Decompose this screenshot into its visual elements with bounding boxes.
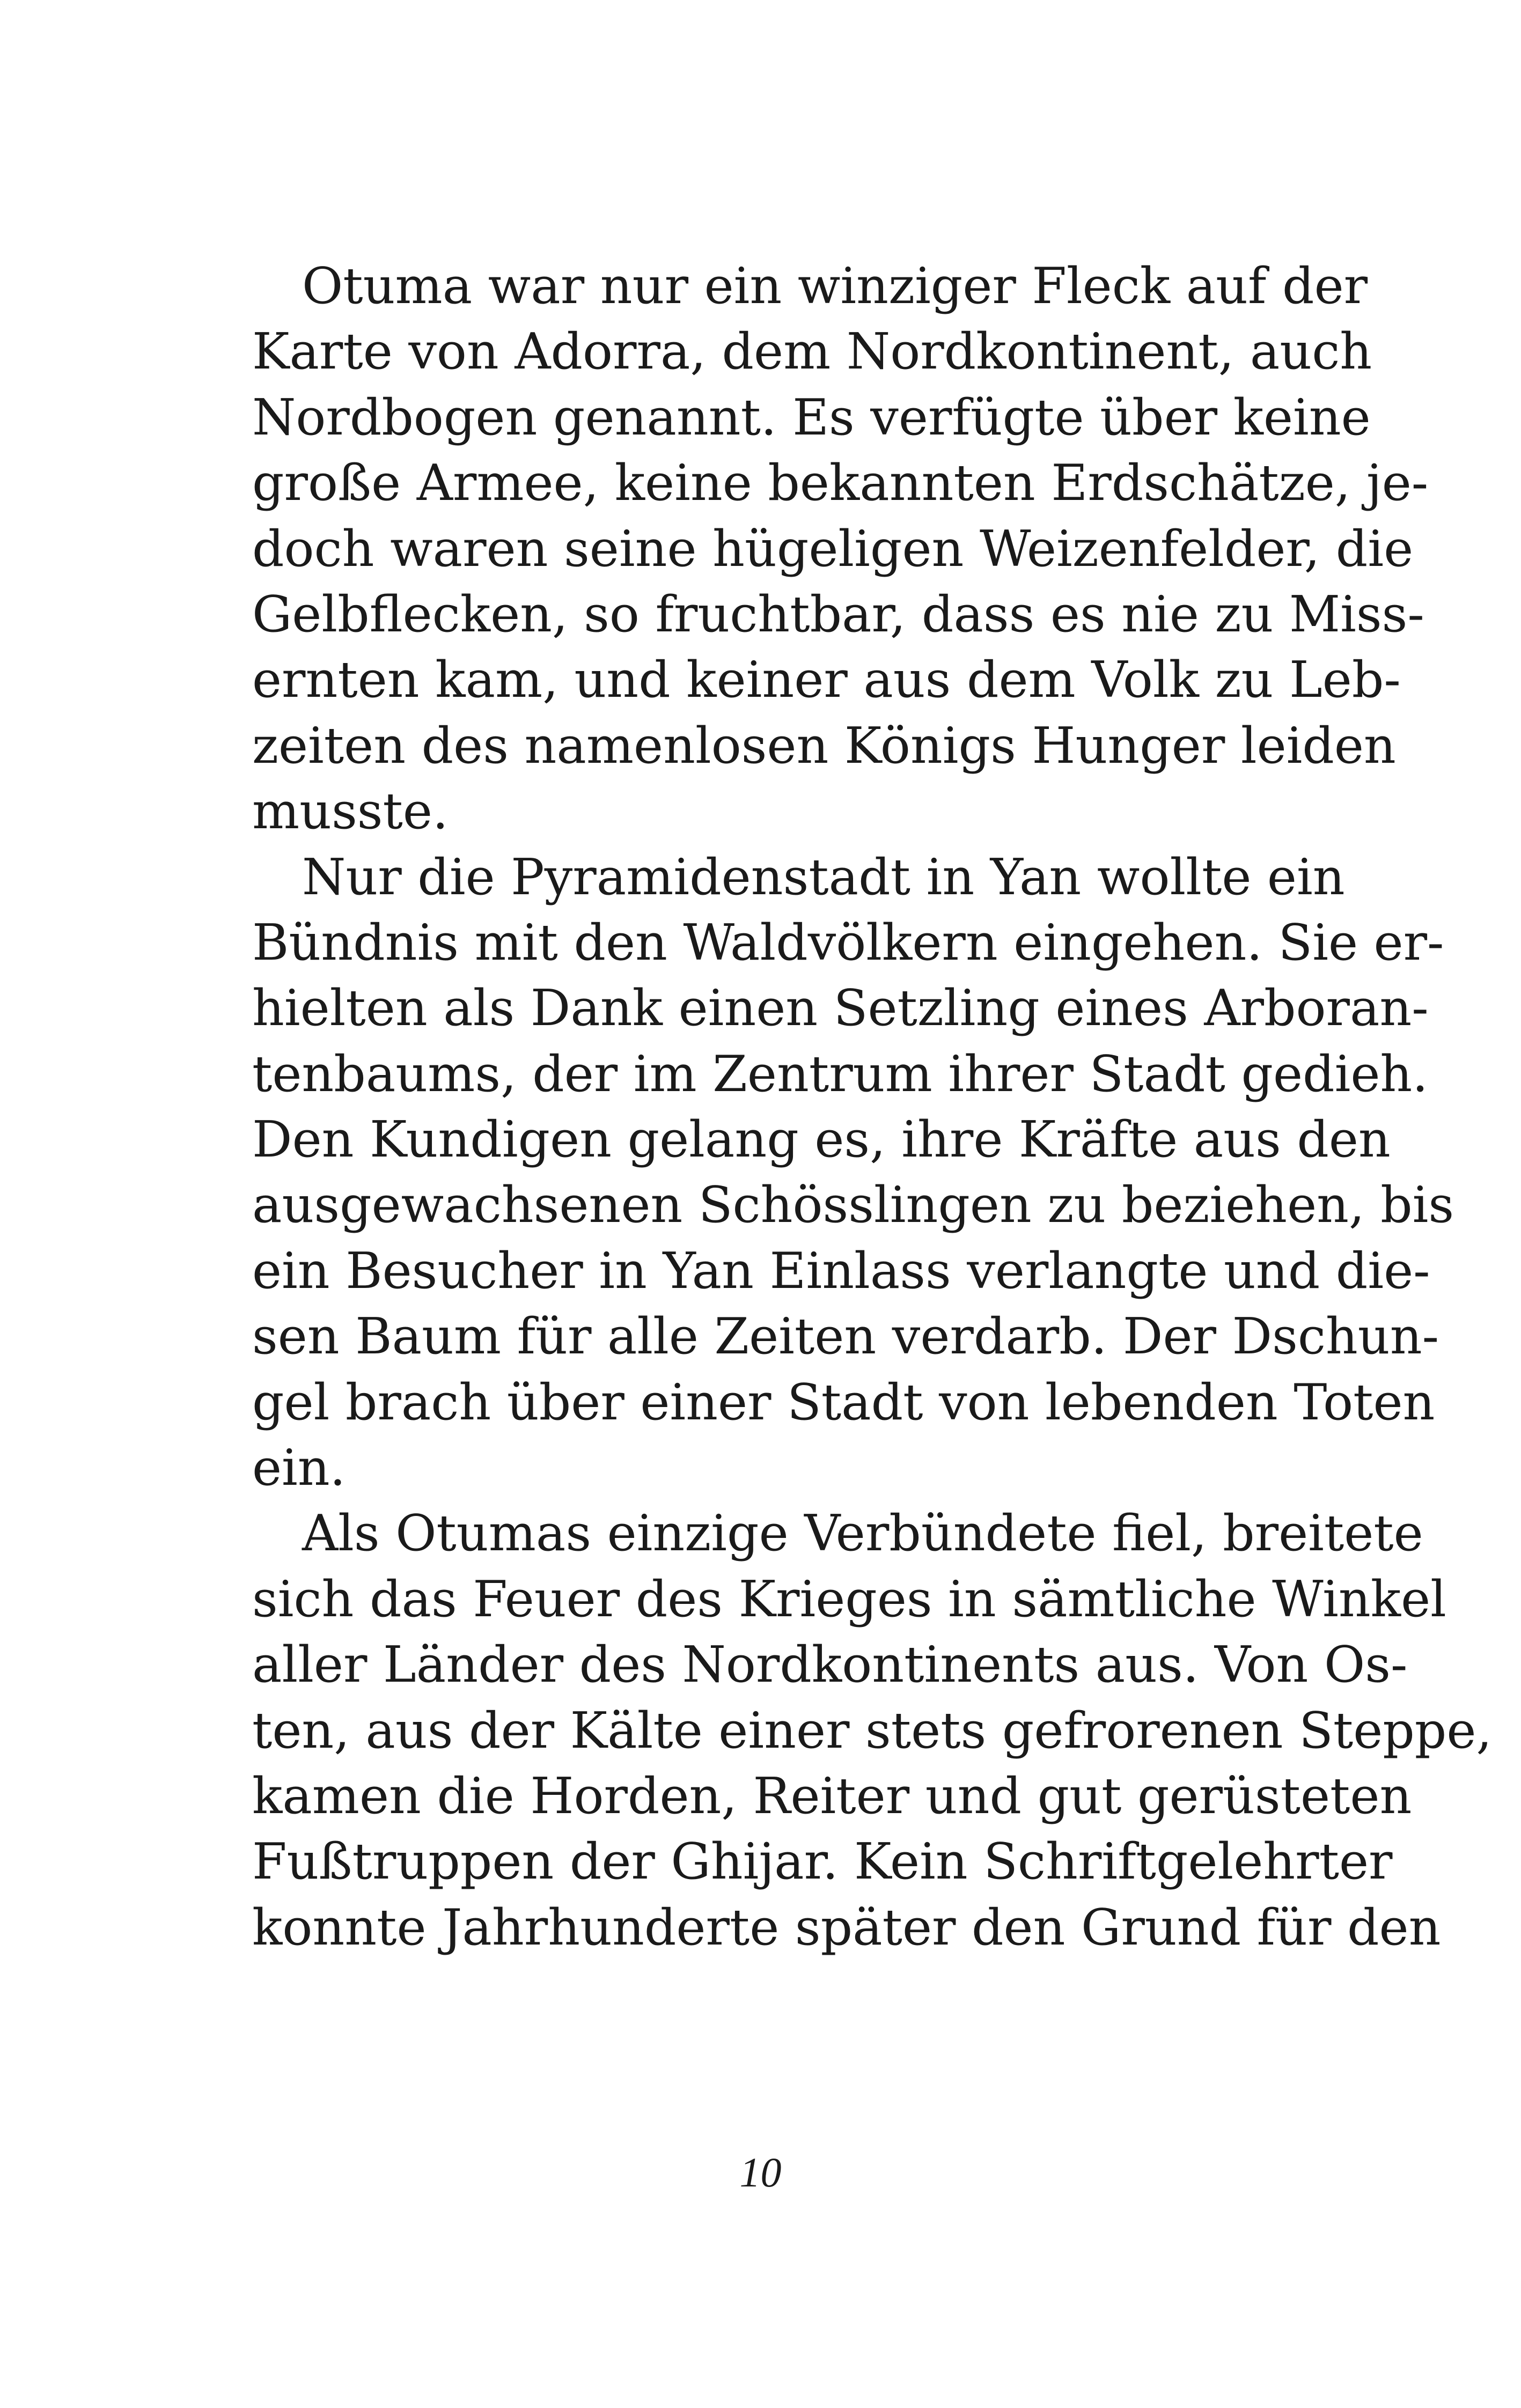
text-line: ernten kam, und keiner aus dem Volk zu Leb- [252, 651, 1401, 709]
text-line: Fußtruppen der Ghijar. Kein Schriftgelehrter [252, 1832, 1393, 1891]
text-line: tenbaums, der im Zentrum ihrer Stadt gedieh. [252, 1044, 1428, 1103]
paragraph-1 [252, 253, 1429, 844]
text-line: ein Besucher in Yan Einlass verlangte und die- [252, 1241, 1430, 1300]
page-number: 10 [739, 2149, 782, 2196]
text-line: Nordbogen genannt. Es verfügte über keine [252, 388, 1371, 446]
text-line: konnte Jahrhunderte später den Grund für den [252, 1898, 1441, 1956]
body-text [252, 253, 1492, 1960]
text-line: ein. [252, 1439, 346, 1497]
text-line: kamen die Horden, Reiter und gut gerüsteten [252, 1766, 1412, 1825]
text-line: Karte von Adorra, dem Nordkontinent, auch [252, 322, 1372, 381]
text-line: sich das Feuer des Krieges in sämtliche Winkel [252, 1570, 1446, 1628]
text-line: hielten als Dank einen Setzling eines Arboran- [252, 979, 1429, 1037]
text-line: aller Länder des Nordkontinents aus. Von Os- [252, 1636, 1408, 1694]
text-line: sen Baum für alle Zeiten verdarb. Der Dschun- [252, 1307, 1439, 1366]
text-line: große Armee, keine bekannten Erdschätze, je- [252, 454, 1429, 512]
text-line: doch waren seine hügeligen Weizenfelder, die [252, 519, 1414, 578]
text-line: Als Otumas einzige Verbündete fiel, breitete [302, 1504, 1423, 1563]
text-line: Nur die Pyramidenstadt in Yan wollte ein [302, 848, 1345, 906]
text-line: Gelbflecken, so fruchtbar, dass es nie zu Miss- [252, 585, 1424, 643]
text-line: ten, aus der Kälte einer stets gefrorenen Steppe, [252, 1701, 1492, 1759]
text-line: Bündnis mit den Waldvölkern eingehen. Sie er- [252, 913, 1444, 971]
text-line: Den Kundigen gelang es, ihre Kräfte aus den [252, 1110, 1391, 1169]
paragraph-3 [252, 1500, 1492, 1960]
text-line: Otuma war nur ein winziger Fleck auf der [302, 257, 1368, 315]
text-line: musste. [252, 782, 449, 841]
text-line: gel brach über einer Stadt von lebenden Toten [252, 1373, 1435, 1431]
paragraph-2 [252, 844, 1454, 1501]
text-line: zeiten des namenlosen Königs Hunger leiden [252, 716, 1396, 775]
text-line: ausgewachsenen Schösslingen zu beziehen, bis [252, 1176, 1454, 1234]
